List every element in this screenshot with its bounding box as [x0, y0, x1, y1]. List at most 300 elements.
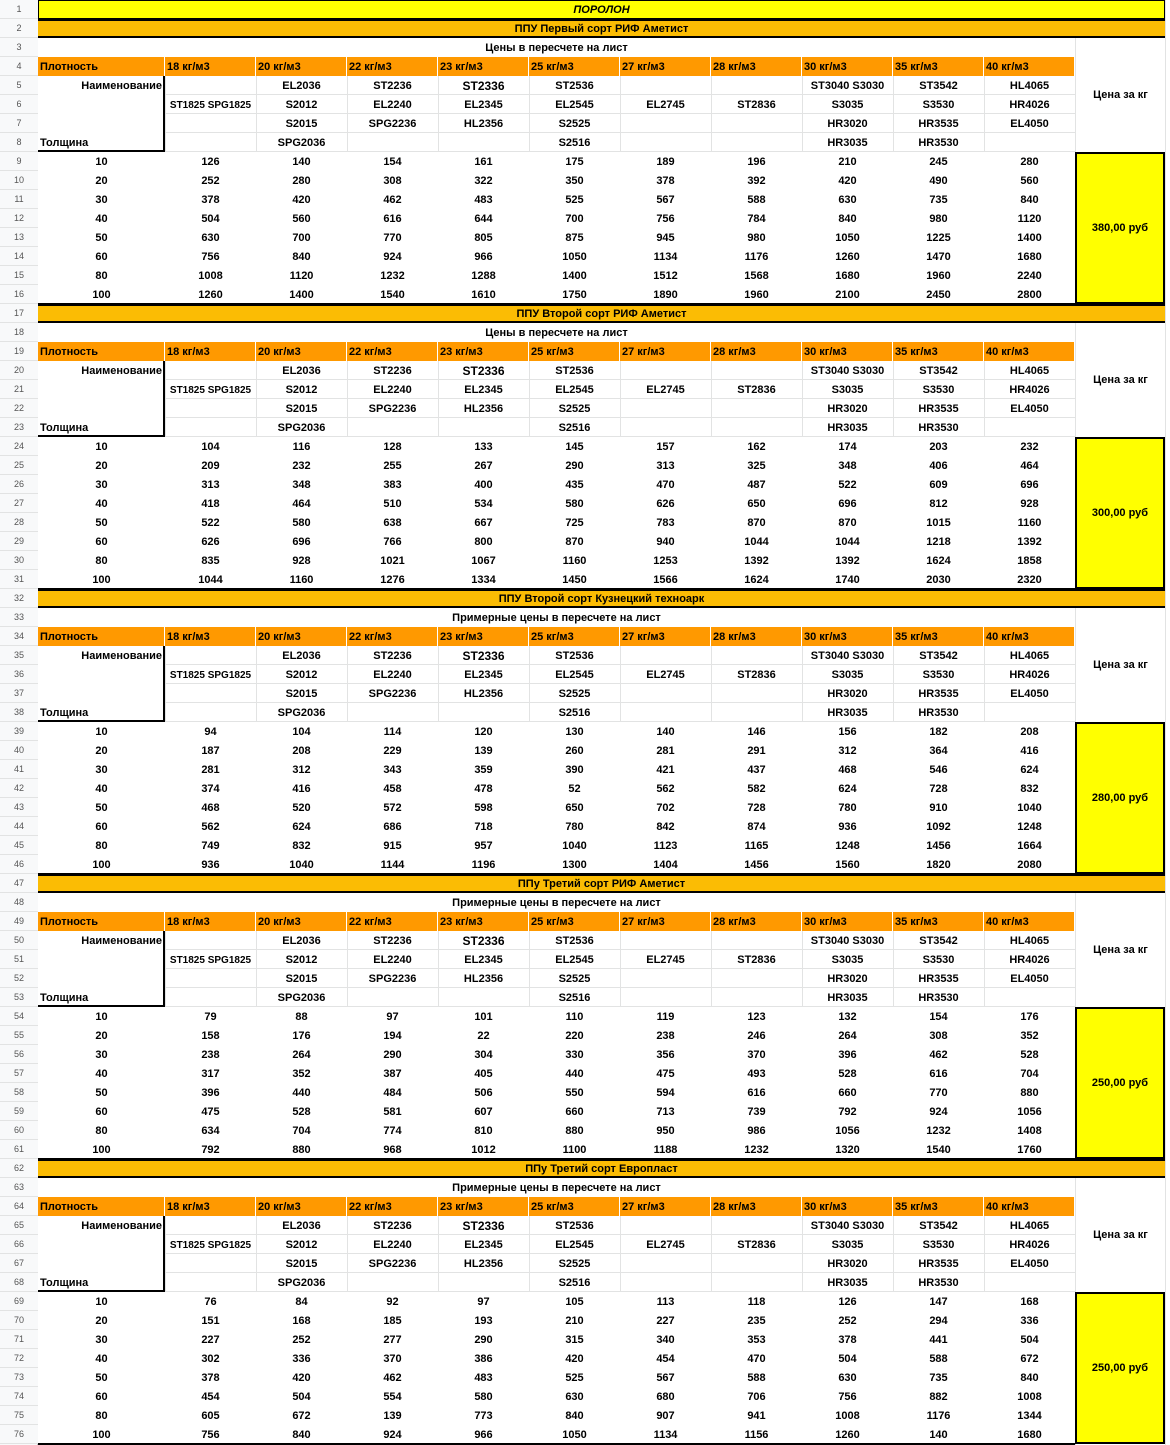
price-cell[interactable]: 420 — [529, 1349, 620, 1368]
price-cell[interactable]: 650 — [711, 494, 802, 513]
product-name[interactable]: EL2036 — [282, 79, 321, 92]
thickness-value[interactable]: 50 — [38, 798, 165, 817]
density-header[interactable]: 40 кг/м3 — [984, 57, 1075, 76]
price-cell[interactable]: 101 — [438, 1007, 529, 1026]
price-cell[interactable]: 470 — [620, 475, 711, 494]
price-cell[interactable]: 210 — [802, 152, 893, 171]
price-cell[interactable]: 525 — [529, 1368, 620, 1387]
price-cell[interactable]: 1320 — [802, 1140, 893, 1159]
product-name[interactable]: HL4065 — [1009, 1219, 1050, 1232]
price-cell[interactable]: 330 — [529, 1045, 620, 1064]
price-cell[interactable]: 1624 — [711, 570, 802, 589]
price-cell[interactable]: 487 — [711, 475, 802, 494]
price-cell[interactable]: 1760 — [984, 1140, 1075, 1159]
price-cell[interactable]: 966 — [438, 1425, 529, 1444]
product-name[interactable]: S2516 — [558, 991, 591, 1004]
price-cell[interactable]: 1890 — [620, 285, 711, 304]
thickness-value[interactable]: 20 — [38, 1026, 165, 1045]
price-cell[interactable]: 810 — [438, 1121, 529, 1140]
price-cell[interactable]: 147 — [893, 1292, 984, 1311]
thickness-value[interactable]: 40 — [38, 1349, 165, 1368]
price-cell[interactable]: 580 — [256, 513, 347, 532]
thickness-value[interactable]: 80 — [38, 836, 165, 855]
price-cell[interactable]: 812 — [893, 494, 984, 513]
section-subheading[interactable]: Примерные цены в пересчете на лист — [38, 1178, 1075, 1197]
thickness-value[interactable]: 10 — [38, 437, 165, 456]
row-number[interactable]: 49 — [0, 912, 38, 931]
price-cell[interactable]: 534 — [438, 494, 529, 513]
thickness-value[interactable]: 20 — [38, 456, 165, 475]
price-cell[interactable]: 255 — [347, 456, 438, 475]
price-cell[interactable]: 406 — [893, 456, 984, 475]
product-name[interactable]: ST3040 S3030 — [810, 79, 885, 92]
density-header[interactable]: 40 кг/м3 — [984, 912, 1075, 931]
product-name[interactable]: ST2236 — [373, 364, 412, 377]
density-header[interactable]: 20 кг/м3 — [256, 627, 347, 646]
price-cell[interactable]: 1248 — [984, 817, 1075, 836]
density-header[interactable]: 22 кг/м3 — [347, 912, 438, 931]
price-cell[interactable]: 1225 — [893, 228, 984, 247]
price-cell[interactable]: 638 — [347, 513, 438, 532]
row-number[interactable]: 38 — [0, 703, 38, 722]
price-cell[interactable]: 1680 — [802, 266, 893, 285]
price-cell[interactable]: 1750 — [529, 285, 620, 304]
price-cell[interactable]: 440 — [256, 1083, 347, 1102]
product-name[interactable]: EL2036 — [282, 934, 321, 947]
price-cell[interactable]: 97 — [438, 1292, 529, 1311]
row-number[interactable]: 44 — [0, 817, 38, 836]
name-label[interactable]: Наименование — [81, 934, 162, 947]
price-cell[interactable]: 910 — [893, 798, 984, 817]
price-cell[interactable]: 624 — [802, 779, 893, 798]
price-cell[interactable]: 581 — [347, 1102, 438, 1121]
price-cell[interactable]: 454 — [165, 1387, 256, 1406]
product-name[interactable]: HR3035 — [827, 421, 868, 434]
price-cell[interactable]: 468 — [165, 798, 256, 817]
price-cell[interactable]: 280 — [984, 152, 1075, 171]
row-number[interactable]: 22 — [0, 399, 38, 418]
price-cell[interactable]: 756 — [165, 1425, 256, 1444]
price-cell[interactable]: 880 — [256, 1140, 347, 1159]
price-cell[interactable]: 874 — [711, 817, 802, 836]
price-cell[interactable]: 281 — [620, 741, 711, 760]
price-cell[interactable]: 609 — [893, 475, 984, 494]
price-cell[interactable]: 252 — [165, 171, 256, 190]
price-cell[interactable]: 396 — [165, 1083, 256, 1102]
price-cell[interactable]: 1056 — [984, 1102, 1075, 1121]
price-cell[interactable]: 1232 — [347, 266, 438, 285]
price-cell[interactable]: 735 — [893, 190, 984, 209]
price-cell[interactable]: 114 — [347, 722, 438, 741]
product-name[interactable]: HR4026 — [1009, 98, 1050, 111]
price-cell[interactable]: 924 — [893, 1102, 984, 1121]
price-cell[interactable]: 1092 — [893, 817, 984, 836]
density-header[interactable]: 18 кг/м3 — [165, 342, 256, 361]
price-cell[interactable]: 624 — [984, 760, 1075, 779]
product-name[interactable]: HR3020 — [827, 402, 868, 415]
thickness-value[interactable]: 100 — [38, 855, 165, 874]
product-name[interactable]: SPG2036 — [277, 136, 326, 149]
price-cell[interactable]: 350 — [529, 171, 620, 190]
thickness-label[interactable]: Толщина — [40, 136, 89, 149]
row-number[interactable]: 33 — [0, 608, 38, 627]
price-cell[interactable]: 840 — [256, 1425, 347, 1444]
product-name[interactable]: ST3542 — [919, 649, 958, 662]
price-cell[interactable]: 1858 — [984, 551, 1075, 570]
price-cell[interactable]: 554 — [347, 1387, 438, 1406]
product-name[interactable]: ST2836 — [737, 953, 776, 966]
price-cell[interactable]: 123 — [711, 1007, 802, 1026]
price-cell[interactable]: 281 — [165, 760, 256, 779]
price-cell[interactable]: 116 — [256, 437, 347, 456]
product-name[interactable]: EL2240 — [373, 98, 412, 111]
price-cell[interactable]: 510 — [347, 494, 438, 513]
price-cell[interactable]: 936 — [165, 855, 256, 874]
price-cell[interactable]: 706 — [711, 1387, 802, 1406]
row-number[interactable]: 14 — [0, 247, 38, 266]
row-number[interactable]: 75 — [0, 1406, 38, 1425]
price-cell[interactable]: 174 — [802, 437, 893, 456]
product-name[interactable]: EL2745 — [646, 98, 685, 111]
price-cell[interactable]: 702 — [620, 798, 711, 817]
product-name[interactable]: ST2836 — [737, 668, 776, 681]
product-name[interactable]: SPG2236 — [368, 117, 417, 130]
price-cell[interactable]: 151 — [165, 1311, 256, 1330]
price-cell[interactable]: 840 — [984, 1368, 1075, 1387]
price-cell[interactable]: 1160 — [529, 551, 620, 570]
price-cell[interactable]: 168 — [984, 1292, 1075, 1311]
density-header[interactable]: 40 кг/м3 — [984, 627, 1075, 646]
price-cell[interactable]: 728 — [893, 779, 984, 798]
thickness-value[interactable]: 10 — [38, 1007, 165, 1026]
thickness-value[interactable]: 50 — [38, 228, 165, 247]
price-cell[interactable]: 478 — [438, 779, 529, 798]
thickness-value[interactable]: 50 — [38, 1368, 165, 1387]
price-cell[interactable]: 582 — [711, 779, 802, 798]
thickness-value[interactable]: 30 — [38, 475, 165, 494]
price-cell[interactable]: 1260 — [165, 285, 256, 304]
price-cell[interactable]: 1260 — [802, 1425, 893, 1444]
product-name[interactable]: S2012 — [285, 1238, 318, 1251]
row-number[interactable]: 45 — [0, 836, 38, 855]
price-cell[interactable]: 1404 — [620, 855, 711, 874]
thickness-value[interactable]: 100 — [38, 570, 165, 589]
price-cell[interactable]: 1176 — [893, 1406, 984, 1425]
price-cell[interactable]: 780 — [802, 798, 893, 817]
product-name[interactable]: S2525 — [558, 972, 591, 985]
product-name[interactable]: EL2240 — [373, 668, 412, 681]
product-name[interactable]: HR3535 — [918, 402, 959, 415]
price-cell[interactable]: 882 — [893, 1387, 984, 1406]
density-header[interactable]: 25 кг/м3 — [529, 912, 620, 931]
price-cell[interactable]: 378 — [802, 1330, 893, 1349]
price-cell[interactable]: 607 — [438, 1102, 529, 1121]
product-name[interactable]: ST3542 — [919, 1219, 958, 1232]
price-cell[interactable]: 400 — [438, 475, 529, 494]
product-name[interactable]: HR3035 — [827, 1276, 868, 1289]
price-cell[interactable]: 957 — [438, 836, 529, 855]
product-name[interactable]: S2516 — [558, 706, 591, 719]
price-cell[interactable]: 194 — [347, 1026, 438, 1045]
row-number[interactable]: 1 — [0, 0, 38, 19]
price-cell[interactable]: 766 — [347, 532, 438, 551]
product-name[interactable]: EL2345 — [464, 953, 503, 966]
price-cell[interactable]: 290 — [347, 1045, 438, 1064]
row-number[interactable]: 64 — [0, 1197, 38, 1216]
name-label[interactable]: Наименование — [81, 1219, 162, 1232]
section-subheading[interactable]: Цены в пересчете на лист — [38, 38, 1075, 57]
product-name[interactable]: ST2536 — [555, 649, 594, 662]
price-cell[interactable]: 340 — [620, 1330, 711, 1349]
price-cell[interactable]: 1160 — [256, 570, 347, 589]
row-number[interactable]: 46 — [0, 855, 38, 874]
price-cell[interactable]: 1450 — [529, 570, 620, 589]
price-cell[interactable]: 1165 — [711, 836, 802, 855]
price-cell[interactable]: 336 — [256, 1349, 347, 1368]
price-cell[interactable]: 308 — [347, 171, 438, 190]
product-name[interactable]: HL2356 — [463, 1257, 504, 1270]
product-name[interactable]: ST2336 — [462, 648, 505, 663]
price-cell[interactable]: 1560 — [802, 855, 893, 874]
price-cell[interactable]: 832 — [984, 779, 1075, 798]
price-cell[interactable]: 193 — [438, 1311, 529, 1330]
density-header[interactable]: 30 кг/м3 — [802, 57, 893, 76]
product-name[interactable]: HR3530 — [918, 421, 959, 434]
price-cell[interactable]: 840 — [529, 1406, 620, 1425]
price-cell[interactable]: 2080 — [984, 855, 1075, 874]
price-cell[interactable]: 203 — [893, 437, 984, 456]
product-name[interactable]: EL2545 — [555, 383, 594, 396]
product-name[interactable]: HR3020 — [827, 687, 868, 700]
price-cell[interactable]: 227 — [620, 1311, 711, 1330]
product-name[interactable]: HR3535 — [918, 1257, 959, 1270]
price-cell[interactable]: 770 — [893, 1083, 984, 1102]
density-header[interactable]: 25 кг/м3 — [529, 1197, 620, 1216]
price-cell[interactable]: 704 — [256, 1121, 347, 1140]
price-cell[interactable]: 139 — [438, 741, 529, 760]
price-cell[interactable]: 290 — [529, 456, 620, 475]
section-heading[interactable]: ППУ Второй сорт РИФ Аметист — [38, 304, 1165, 323]
price-cell[interactable]: 667 — [438, 513, 529, 532]
price-cell[interactable]: 267 — [438, 456, 529, 475]
price-cell[interactable]: 1740 — [802, 570, 893, 589]
density-header[interactable]: 20 кг/м3 — [256, 912, 347, 931]
price-per-kg-label[interactable]: Цена за кг — [1075, 323, 1165, 437]
row-number[interactable]: 69 — [0, 1292, 38, 1311]
product-name[interactable]: HL4065 — [1009, 79, 1050, 92]
price-cell[interactable]: 700 — [529, 209, 620, 228]
row-number[interactable]: 3 — [0, 38, 38, 57]
price-cell[interactable]: 840 — [802, 209, 893, 228]
product-name[interactable]: S2015 — [285, 117, 318, 130]
price-cell[interactable]: 1100 — [529, 1140, 620, 1159]
price-cell[interactable]: 315 — [529, 1330, 620, 1349]
price-cell[interactable]: 440 — [529, 1064, 620, 1083]
price-cell[interactable]: 1334 — [438, 570, 529, 589]
price-cell[interactable]: 139 — [347, 1406, 438, 1425]
price-cell[interactable]: 364 — [893, 741, 984, 760]
price-cell[interactable]: 624 — [256, 817, 347, 836]
price-cell[interactable]: 462 — [347, 190, 438, 209]
product-name[interactable]: EL2545 — [555, 98, 594, 111]
name-label[interactable]: Наименование — [81, 364, 162, 377]
price-cell[interactable]: 924 — [347, 1425, 438, 1444]
product-name[interactable]: EL2240 — [373, 1238, 412, 1251]
price-cell[interactable]: 1050 — [529, 247, 620, 266]
price-cell[interactable]: 728 — [711, 798, 802, 817]
price-cell[interactable]: 1012 — [438, 1140, 529, 1159]
price-cell[interactable]: 175 — [529, 152, 620, 171]
price-cell[interactable]: 392 — [711, 171, 802, 190]
price-cell[interactable]: 1218 — [893, 532, 984, 551]
product-name[interactable]: S3530 — [922, 953, 955, 966]
price-per-kg-value[interactable]: 250,00 руб — [1075, 1007, 1165, 1159]
price-cell[interactable]: 525 — [529, 190, 620, 209]
product-name[interactable]: HL2356 — [463, 972, 504, 985]
price-cell[interactable]: 1050 — [802, 228, 893, 247]
price-cell[interactable]: 1392 — [984, 532, 1075, 551]
price-cell[interactable]: 1040 — [984, 798, 1075, 817]
density-header[interactable]: 28 кг/м3 — [711, 627, 802, 646]
product-name[interactable]: S3530 — [922, 1238, 955, 1251]
price-cell[interactable]: 562 — [620, 779, 711, 798]
price-cell[interactable]: 161 — [438, 152, 529, 171]
product-name[interactable]: ST2836 — [737, 1238, 776, 1251]
product-name[interactable]: S2015 — [285, 687, 318, 700]
price-cell[interactable]: 634 — [165, 1121, 256, 1140]
price-cell[interactable]: 462 — [347, 1368, 438, 1387]
product-name[interactable]: HL2356 — [463, 402, 504, 415]
price-cell[interactable]: 348 — [256, 475, 347, 494]
price-cell[interactable]: 105 — [529, 1292, 620, 1311]
price-cell[interactable]: 313 — [165, 475, 256, 494]
product-name[interactable]: ST2236 — [373, 1219, 412, 1232]
price-cell[interactable]: 291 — [711, 741, 802, 760]
price-cell[interactable]: 1456 — [893, 836, 984, 855]
price-cell[interactable]: 1276 — [347, 570, 438, 589]
row-number[interactable]: 8 — [0, 133, 38, 152]
price-cell[interactable]: 189 — [620, 152, 711, 171]
density-label[interactable]: Плотность — [38, 342, 165, 361]
row-number[interactable]: 34 — [0, 627, 38, 646]
thickness-value[interactable]: 30 — [38, 760, 165, 779]
price-cell[interactable]: 1540 — [347, 285, 438, 304]
price-cell[interactable]: 162 — [711, 437, 802, 456]
row-number[interactable]: 42 — [0, 779, 38, 798]
row-number[interactable]: 7 — [0, 114, 38, 133]
price-cell[interactable]: 118 — [711, 1292, 802, 1311]
price-cell[interactable]: 880 — [984, 1083, 1075, 1102]
price-cell[interactable]: 232 — [256, 456, 347, 475]
price-cell[interactable]: 378 — [620, 171, 711, 190]
price-cell[interactable]: 630 — [165, 228, 256, 247]
row-number[interactable]: 40 — [0, 741, 38, 760]
product-name[interactable]: ST1825 SPG1825 — [169, 1239, 252, 1251]
row-number[interactable]: 39 — [0, 722, 38, 741]
price-cell[interactable]: 158 — [165, 1026, 256, 1045]
price-cell[interactable]: 560 — [984, 171, 1075, 190]
price-cell[interactable]: 756 — [620, 209, 711, 228]
thickness-value[interactable]: 40 — [38, 1064, 165, 1083]
product-name[interactable]: HR4026 — [1009, 953, 1050, 966]
row-number[interactable]: 43 — [0, 798, 38, 817]
price-cell[interactable]: 840 — [256, 247, 347, 266]
product-name[interactable]: EL2745 — [646, 668, 685, 681]
price-cell[interactable]: 588 — [711, 1368, 802, 1387]
product-name[interactable]: EL2036 — [282, 364, 321, 377]
price-cell[interactable]: 616 — [893, 1064, 984, 1083]
row-number[interactable]: 73 — [0, 1368, 38, 1387]
price-cell[interactable]: 792 — [802, 1102, 893, 1121]
price-per-kg-value[interactable]: 380,00 руб — [1075, 152, 1165, 304]
price-cell[interactable]: 940 — [620, 532, 711, 551]
product-name[interactable]: EL4050 — [1010, 972, 1049, 985]
row-number[interactable]: 36 — [0, 665, 38, 684]
product-name[interactable]: S3530 — [922, 668, 955, 681]
density-header[interactable]: 22 кг/м3 — [347, 57, 438, 76]
price-cell[interactable]: 483 — [438, 1368, 529, 1387]
product-name[interactable]: HR4026 — [1009, 668, 1050, 681]
price-cell[interactable]: 252 — [256, 1330, 347, 1349]
product-name[interactable]: HR3020 — [827, 1257, 868, 1270]
price-cell[interactable]: 348 — [802, 456, 893, 475]
product-name[interactable]: S3530 — [922, 383, 955, 396]
price-cell[interactable]: 387 — [347, 1064, 438, 1083]
product-name[interactable]: EL4050 — [1010, 1257, 1049, 1270]
price-cell[interactable]: 756 — [165, 247, 256, 266]
price-cell[interactable]: 421 — [620, 760, 711, 779]
price-cell[interactable]: 210 — [529, 1311, 620, 1330]
thickness-value[interactable]: 60 — [38, 1387, 165, 1406]
product-name[interactable]: ST1825 SPG1825 — [169, 99, 252, 111]
price-cell[interactable]: 238 — [620, 1026, 711, 1045]
price-cell[interactable]: 52 — [529, 779, 620, 798]
product-name[interactable]: EL2240 — [373, 953, 412, 966]
price-cell[interactable]: 774 — [347, 1121, 438, 1140]
price-cell[interactable]: 2450 — [893, 285, 984, 304]
price-cell[interactable]: 187 — [165, 741, 256, 760]
price-cell[interactable]: 780 — [529, 817, 620, 836]
price-cell[interactable]: 735 — [893, 1368, 984, 1387]
product-name[interactable]: S2525 — [558, 117, 591, 130]
row-number[interactable]: 76 — [0, 1425, 38, 1444]
row-number[interactable]: 48 — [0, 893, 38, 912]
thickness-value[interactable]: 30 — [38, 1045, 165, 1064]
price-cell[interactable]: 870 — [711, 513, 802, 532]
density-header[interactable]: 27 кг/м3 — [620, 627, 711, 646]
price-cell[interactable]: 1408 — [984, 1121, 1075, 1140]
density-header[interactable]: 18 кг/м3 — [165, 627, 256, 646]
row-number[interactable]: 31 — [0, 570, 38, 589]
density-header[interactable]: 25 кг/м3 — [529, 57, 620, 76]
price-cell[interactable]: 238 — [165, 1045, 256, 1064]
thickness-value[interactable]: 50 — [38, 513, 165, 532]
price-cell[interactable]: 616 — [347, 209, 438, 228]
price-cell[interactable]: 980 — [711, 228, 802, 247]
thickness-value[interactable]: 80 — [38, 1406, 165, 1425]
density-header[interactable]: 35 кг/м3 — [893, 1197, 984, 1216]
product-name[interactable]: ST2536 — [555, 1219, 594, 1232]
product-name[interactable]: EL2345 — [464, 98, 503, 111]
section-heading[interactable]: ППУ Второй сорт Кузнецкий техноарк — [38, 589, 1165, 608]
row-number[interactable]: 32 — [0, 589, 38, 608]
density-header[interactable]: 30 кг/м3 — [802, 627, 893, 646]
price-cell[interactable]: 260 — [529, 741, 620, 760]
price-cell[interactable]: 359 — [438, 760, 529, 779]
section-subheading[interactable]: Цены в пересчете на лист — [38, 323, 1075, 342]
price-cell[interactable]: 1540 — [893, 1140, 984, 1159]
density-header[interactable]: 40 кг/м3 — [984, 1197, 1075, 1216]
